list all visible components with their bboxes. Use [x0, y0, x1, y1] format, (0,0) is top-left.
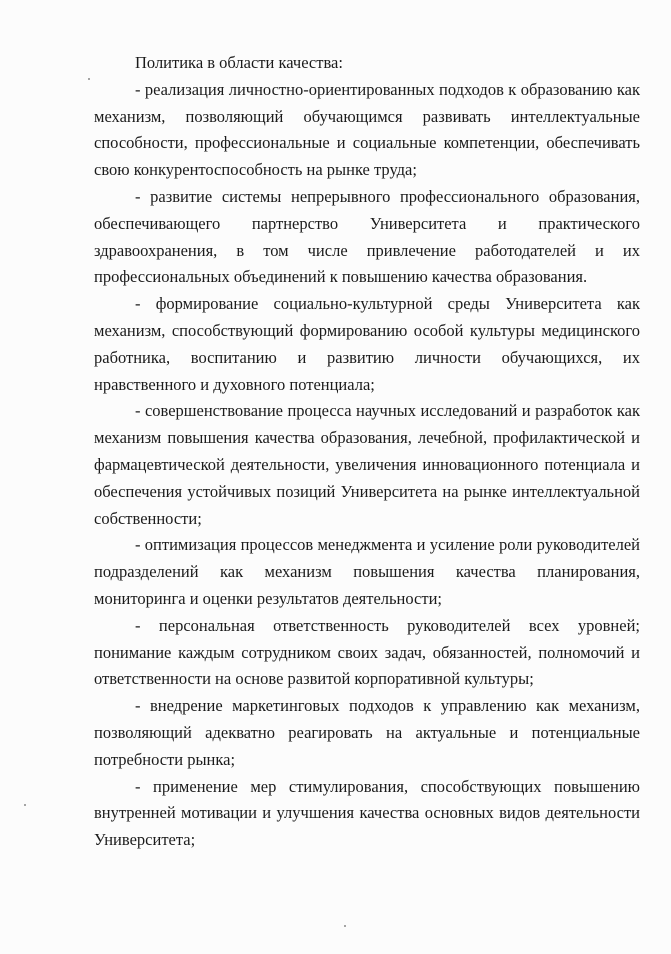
policy-item: - совершенствование процесса научных исследований и разработок как механизм повышения качества образования, лечебной, профилактической и фармацевтической деятельности, увеличения инновационного потенциала и обеспечения устойчивых позиций Университета на рынке интеллектуальной собственности;	[94, 401, 640, 528]
policy-item: - внедрение маркетинговых подходов к управлению как механизм, позволяющий адекватно реагировать на актуальные и потенциальные потребности рынка;	[94, 696, 640, 769]
document-body	[94, 50, 640, 854]
policy-item: - оптимизация процессов менеджмента и усиление роли руководителей подразделений как механизм повышения качества планирования, мониторинга и оценки результатов деятельности;	[94, 535, 640, 608]
scan-speck	[88, 78, 90, 80]
scan-speck	[344, 925, 346, 927]
scan-speck	[24, 804, 26, 806]
policy-item: - реализация личностно-ориентированных подходов к образованию как механизм, позволяющий обучающимся развивать интеллектуальные способности, профессиональные и социальные компетенции, обеспечивать свою конкурентоспособность на рынке труда;	[94, 79, 640, 180]
document-heading: Политика в области качества:	[135, 53, 343, 72]
policy-item: - применение мер стимулирования, способствующих повышению внутренней мотивации и улучшения качества основных видов деятельности Университета;	[94, 776, 640, 850]
policy-item: - развитие системы непрерывного профессионального образования, обеспечивающего партнерство Университета и практического здравоохранения, в том числе привлечение работодателей и их профессиональных объединений к повышению качества образования.	[94, 186, 640, 287]
policy-item: - персональная ответственность руководителей всех уровней; понимание каждым сотрудником своих задач, обязанностей, полномочий и ответственности на основе развитой корпоративной культуры;	[94, 615, 640, 689]
policy-item: - формирование социально-культурной среды Университета как механизм, способствующий формированию особой культуры медицинского работника, воспитанию и развитию личности обучающихся, их нравственного и духовного потенциала;	[94, 294, 640, 394]
